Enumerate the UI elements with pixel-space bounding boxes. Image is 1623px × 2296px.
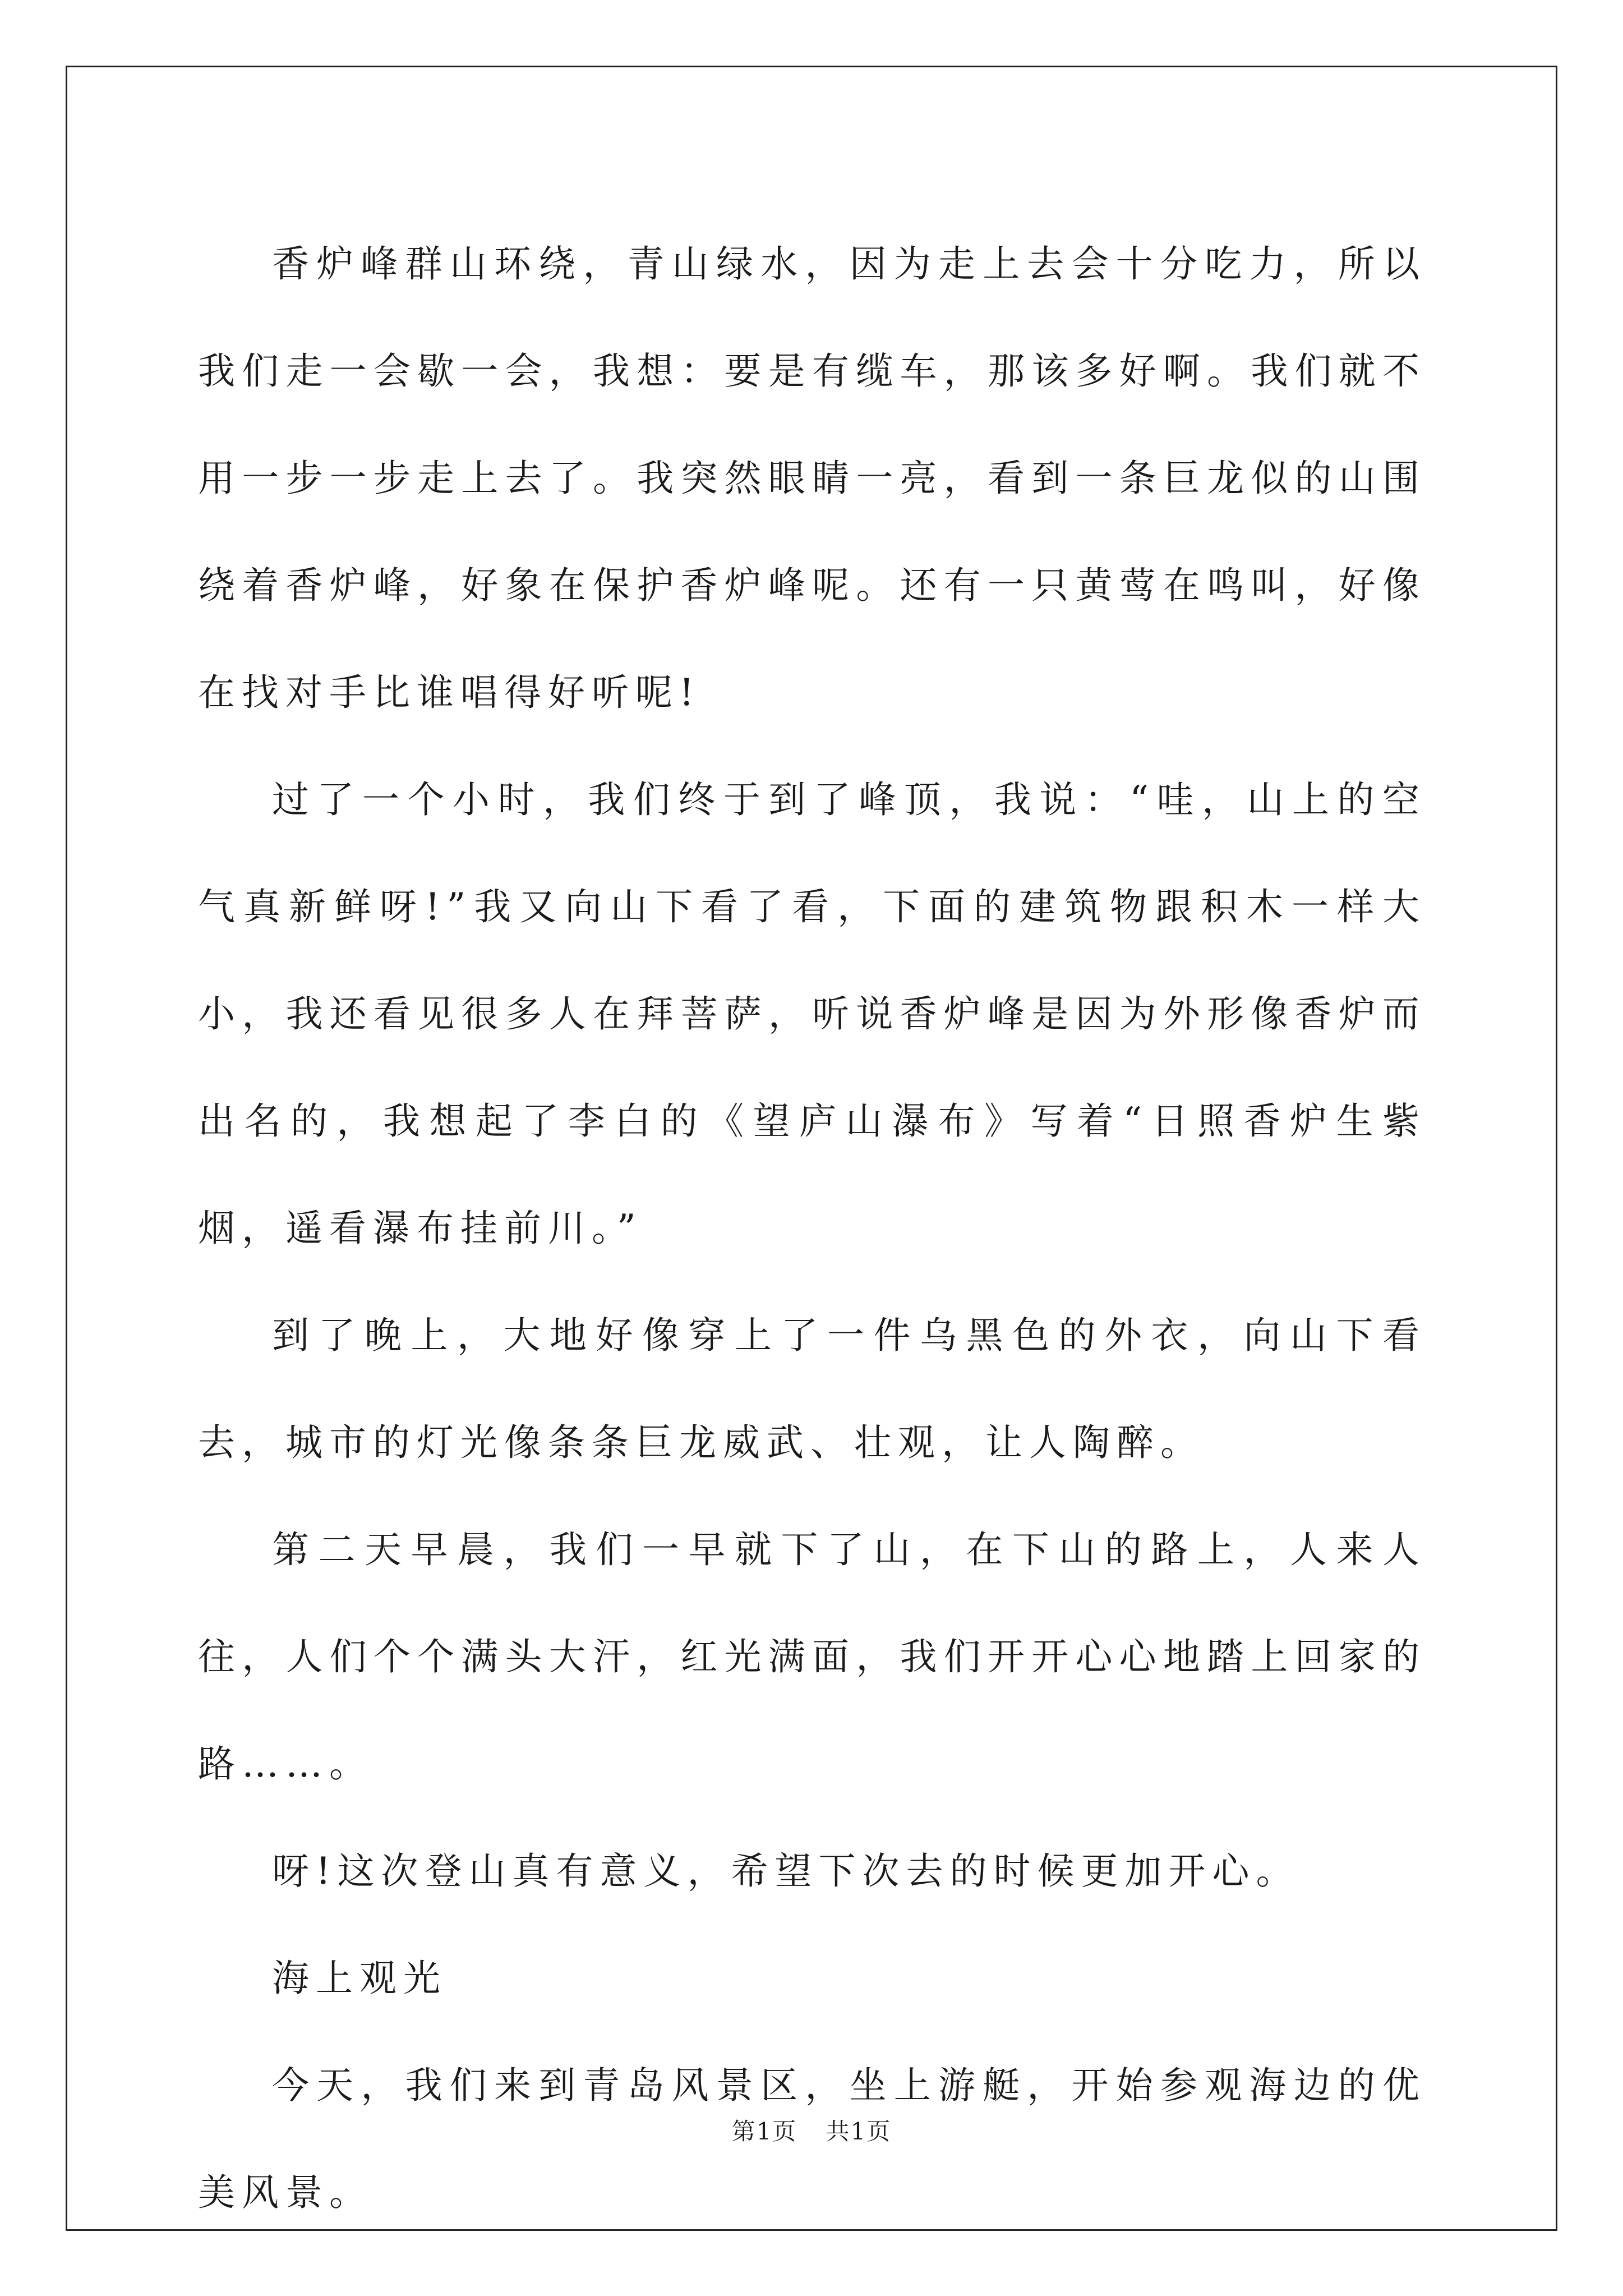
page-total: 共1页 — [826, 2118, 892, 2145]
page-footer — [0, 2115, 1623, 2148]
page-number: 第1页 — [731, 2118, 797, 2145]
paragraph-3: 到了晚上，大地好像穿上了一件乌黑色的外衣，向山下看去，城市的灯光像条条巨龙威武、壮观，让人陶醉。 — [198, 1314, 1426, 1464]
paragraph-5: 呀!这次登山真有意义，希望下次去的时候更加开心。 — [272, 1849, 1300, 1893]
document-body — [198, 210, 1426, 2246]
paragraph-6: 今天，我们来到青岛风景区，坐上游艇，开始参观海边的优美风景。 — [198, 2064, 1426, 2214]
paragraph-1: 香炉峰群山环绕，青山绿水，因为走上去会十分吃力，所以我们走一会歇一会，我想：要是有缆车，那该多好啊。我们就不用一步一步走上去了。我突然眼睛一亮，看到一条巨龙似的山围绕着香炉峰，好象在保护香炉峰呢。还有一只黄莺在鸣叫，好像在找对手比谁唱得好听呢! — [198, 242, 1426, 714]
paragraph-4: 第二天早晨，我们一早就下了山，在下山的路上，人来人往，人们个个满头大汗，红光满面，我们开开心心地踏上回家的路……。 — [198, 1528, 1426, 1786]
paragraph-2: 过了一个小时，我们终于到了峰顶，我说：“哇，山上的空气真新鲜呀!”我又向山下看了看，下面的建筑物跟积木一样大小，我还看见很多人在拜菩萨，听说香炉峰是因为外形像香炉而出名的，我想起了李白的《望庐山瀑布》写着“日照香炉生紫烟，遥看瀑布挂前川。” — [198, 778, 1426, 1250]
section-heading: 海上观光 — [272, 1957, 447, 2000]
